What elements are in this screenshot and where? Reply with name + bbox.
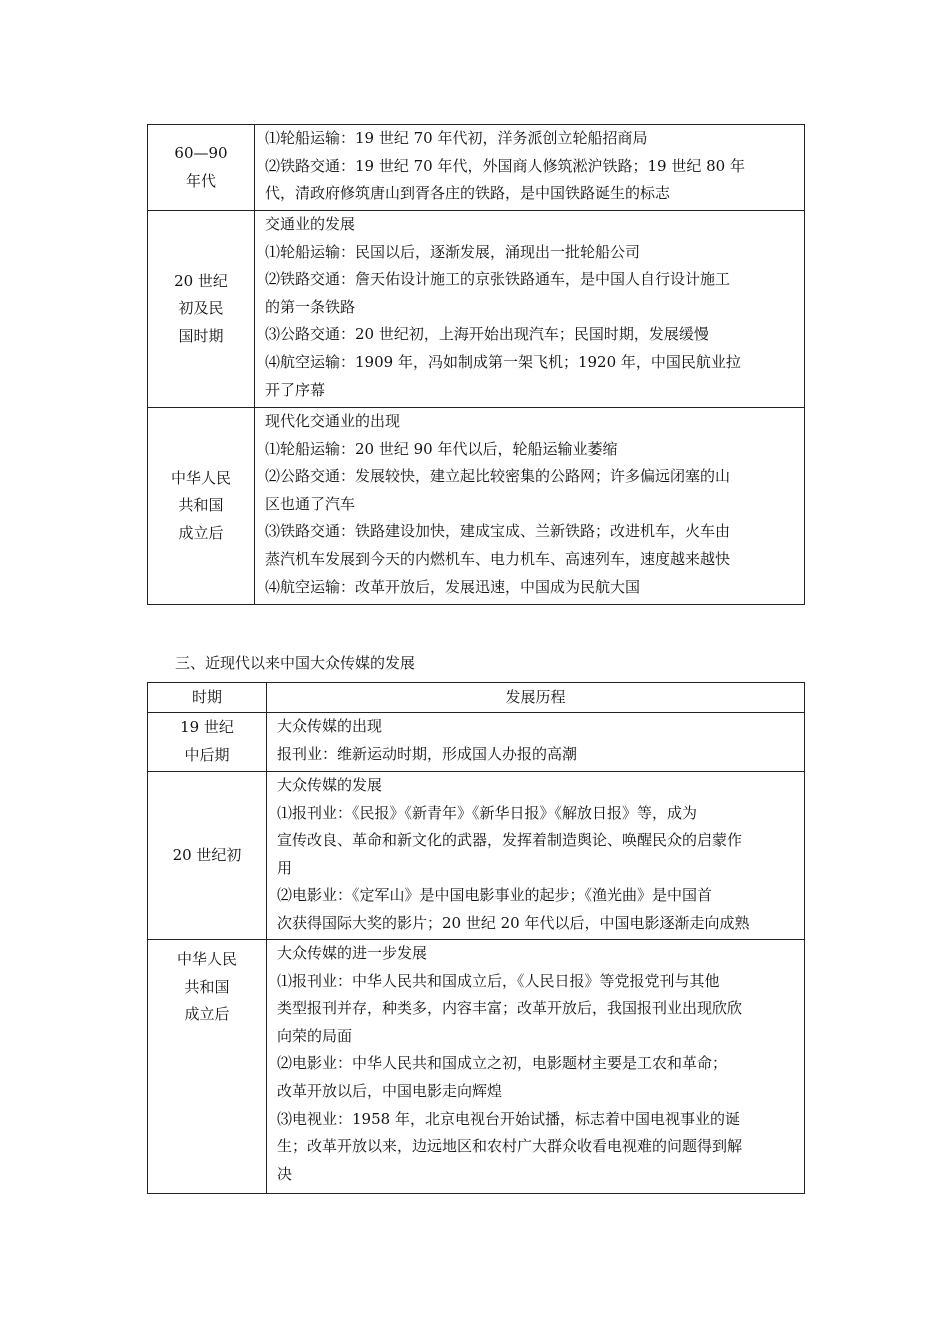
content-cell: 交通业的发展 ⑴轮船运输：民国以后，逐渐发展，涌现出一批轮船公司 ⑵铁路交通：詹天佑设计施工的京张铁路通车，是中国人自行设计施工 的第一条铁路 ⑶公路交通：20 世纪初，上海开始出现汽车；民国时期，发展缓慢 ⑷航空运输：1909 年，冯如制成第一架飞机；1920 年，中国民航业拉 开了序幕	[255, 211, 805, 408]
header-development: 发展历程	[267, 683, 805, 713]
media-table	[147, 682, 805, 1194]
table-row	[148, 125, 805, 211]
period-cell: 20 世纪初	[148, 772, 267, 940]
header-period: 时期	[148, 683, 267, 713]
period-cell: 20 世纪 初及民 国时期	[148, 211, 255, 408]
content-cell: 大众传媒的进一步发展 ⑴报刊业：中华人民共和国成立后，《人民日报》等党报党刊与其他 类型报刊并存，种类多，内容丰富；改革开放后，我国报刊业出现欣欣 向荣的局面 ⑵电影业：中华人民共和国成立之初，电影题材主要是工农和革命； 改革开放以后，中国电影走向辉煌 ⑶电视业：1958 年，北京电视台开始试播，标志着中国电视事业的诞 生；改革开放以来，边远地区和农村广大群众收看电视难的问题得到解 决	[267, 940, 805, 1194]
table-row	[148, 408, 805, 605]
content-cell: 现代化交通业的出现 ⑴轮船运输：20 世纪 90 年代以后，轮船运输业萎缩 ⑵公路交通：发展较快，建立起比较密集的公路网；许多偏远闭塞的山 区也通了汽车 ⑶铁路交通：铁路建设加快，建成宝成、兰新铁路；改进机车，火车由 蒸汽机车发展到今天的内燃机车、电力机车、高速列车，速度越来越快 ⑷航空运输：改革开放后，发展迅速，中国成为民航大国	[255, 408, 805, 605]
table-row	[148, 940, 805, 1194]
content-cell: 大众传媒的发展 ⑴报刊业：《民报》《新青年》《新华日报》《解放日报》等，成为 宣传改良、革命和新文化的武器，发挥着制造舆论、唤醒民众的启蒙作 用 ⑵电影业：《定军山》是中国电影事业的起步；《渔光曲》是中国首 次获得国际大奖的影片；20 世纪 20 年代以后，中国电影逐渐走向成熟	[267, 772, 805, 940]
period-cell: 中华人民 共和国 成立后	[148, 408, 255, 605]
table-row	[148, 211, 805, 408]
table-header-row	[148, 683, 805, 713]
section-title: 三、近现代以来中国大众传媒的发展	[175, 654, 416, 672]
content-cell: ⑴轮船运输：19 世纪 70 年代初，洋务派创立轮船招商局 ⑵铁路交通：19 世纪 70 年代，外国商人修筑淞沪铁路；19 世纪 80 年 代，清政府修筑唐山到胥各庄的铁路，是中国铁路诞生的标志	[255, 125, 805, 211]
table-row	[148, 713, 805, 772]
period-cell: 19 世纪 中后期	[148, 713, 267, 772]
period-cell: 60—90 年代	[148, 125, 255, 211]
table-row	[148, 772, 805, 940]
period-cell: 中华人民 共和国 成立后	[148, 940, 267, 1194]
transport-table	[147, 124, 805, 605]
content-cell: 大众传媒的出现 报刊业：维新运动时期，形成国人办报的高潮	[267, 713, 805, 772]
